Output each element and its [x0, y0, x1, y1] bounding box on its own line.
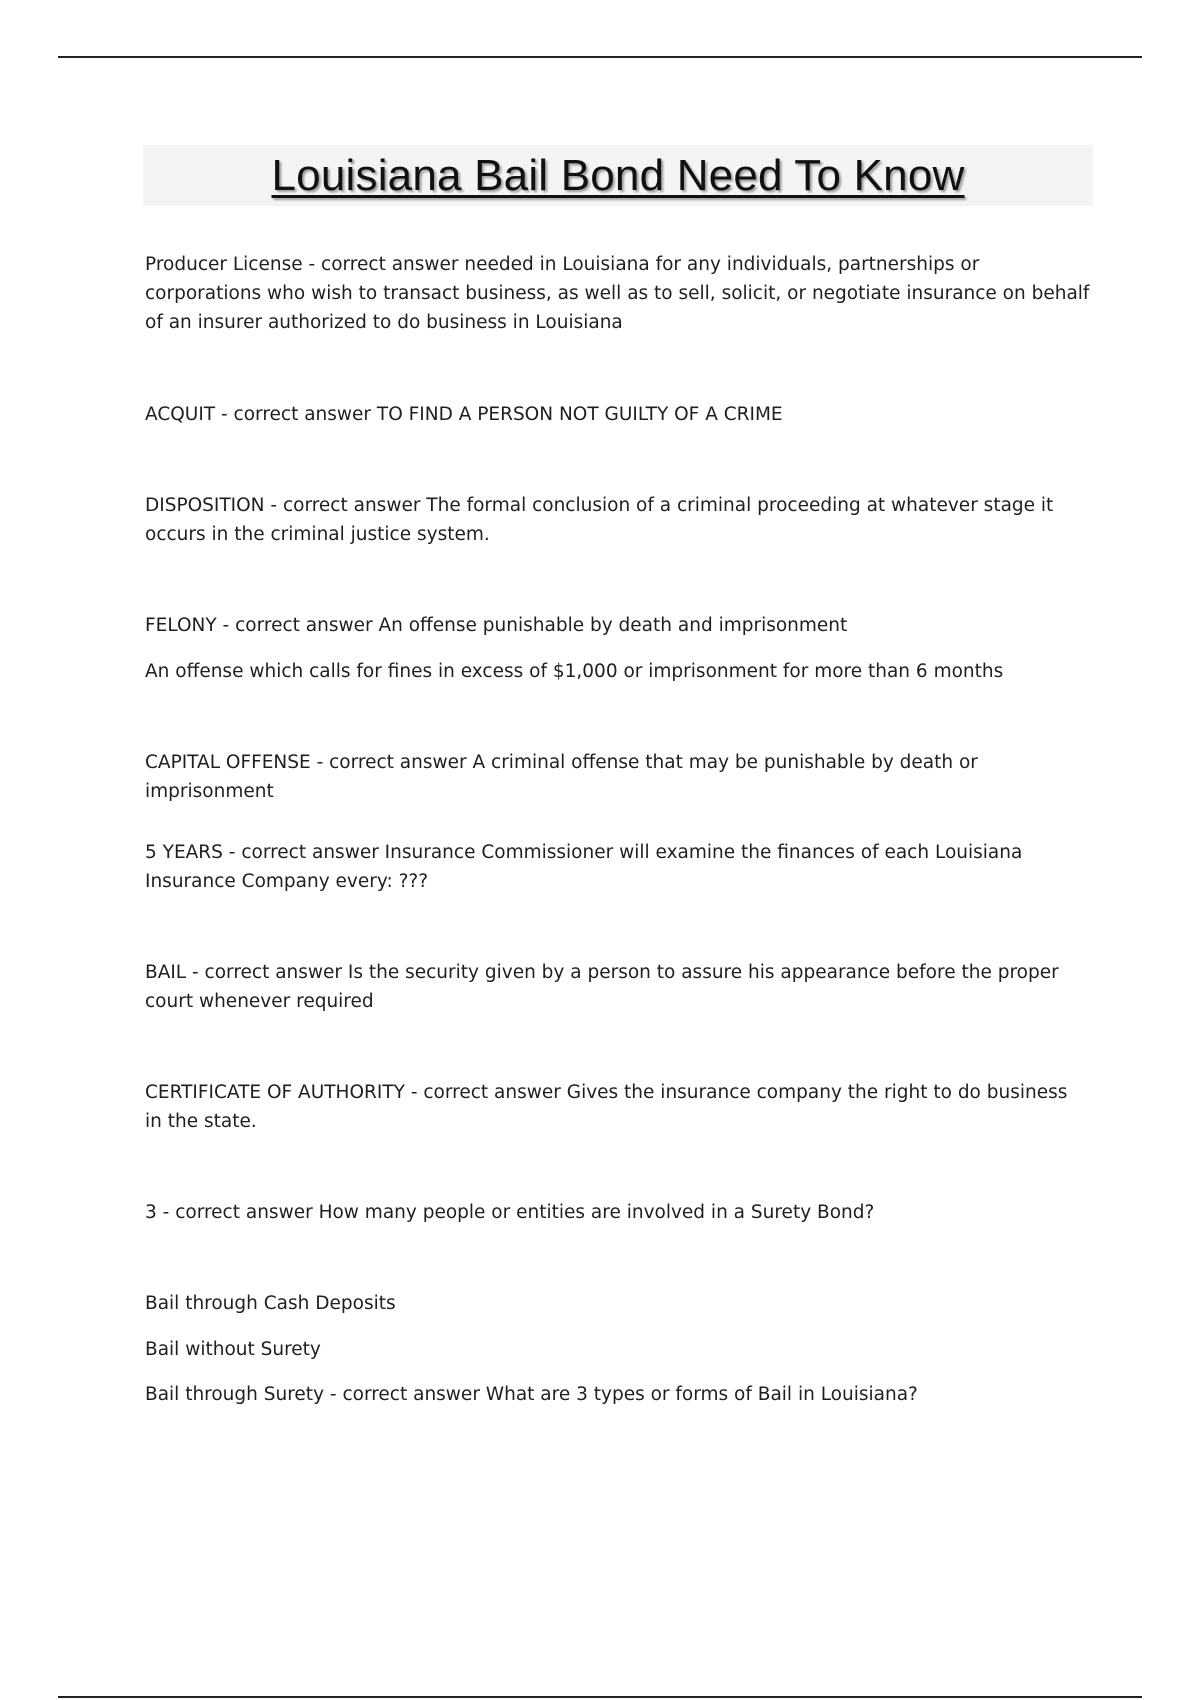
- entry-capital-offense: CAPITAL OFFENSE - correct answer A criminal offense that may be punishable by death or imprisonment: [145, 752, 978, 802]
- document-title: Louisiana Bail Bond Need To Know: [271, 150, 965, 200]
- entry-bail-without-surety: Bail without Surety: [145, 1339, 321, 1360]
- entry-bail-cash-deposits: Bail through Cash Deposits: [145, 1293, 396, 1314]
- top-rule: [58, 56, 1142, 58]
- entry-disposition: DISPOSITION - correct answer The formal conclusion of a criminal proceeding at whatever stage it occurs in the criminal justice system.: [145, 495, 1054, 545]
- bottom-rule: [58, 1696, 1142, 1698]
- entry-felony-continued: An offense which calls for fines in excess of $1,000 or imprisonment for more than 6 months: [145, 661, 1004, 682]
- entry-bail-through-surety: Bail through Surety - correct answer What are 3 types or forms of Bail in Louisiana?: [145, 1384, 918, 1405]
- entry-certificate-of-authority: CERTIFICATE OF AUTHORITY - correct answer Gives the insurance company the right to do business in the state.: [145, 1082, 1068, 1132]
- entry-five-years: 5 YEARS - correct answer Insurance Commissioner will examine the finances of each Louisiana Insurance Company every: ???: [145, 842, 1023, 892]
- entry-bail: BAIL - correct answer Is the security given by a person to assure his appearance before the proper court whenever required: [145, 962, 1059, 1012]
- entry-felony: FELONY - correct answer An offense punishable by death and imprisonment: [145, 615, 848, 636]
- entry-surety-bond-count: 3 - correct answer How many people or entities are involved in a Surety Bond?: [145, 1202, 875, 1223]
- entry-producer-license: Producer License - correct answer needed in Louisiana for any individuals, partnerships or corporations who wish to transact business, as well as to sell, solicit, or negotiate insurance on behalf of an insurer authorized to do business in Louisiana: [145, 254, 1090, 333]
- entry-acquit: ACQUIT - correct answer TO FIND A PERSON NOT GUILTY OF A CRIME: [145, 404, 783, 425]
- title-band: [143, 145, 1093, 206]
